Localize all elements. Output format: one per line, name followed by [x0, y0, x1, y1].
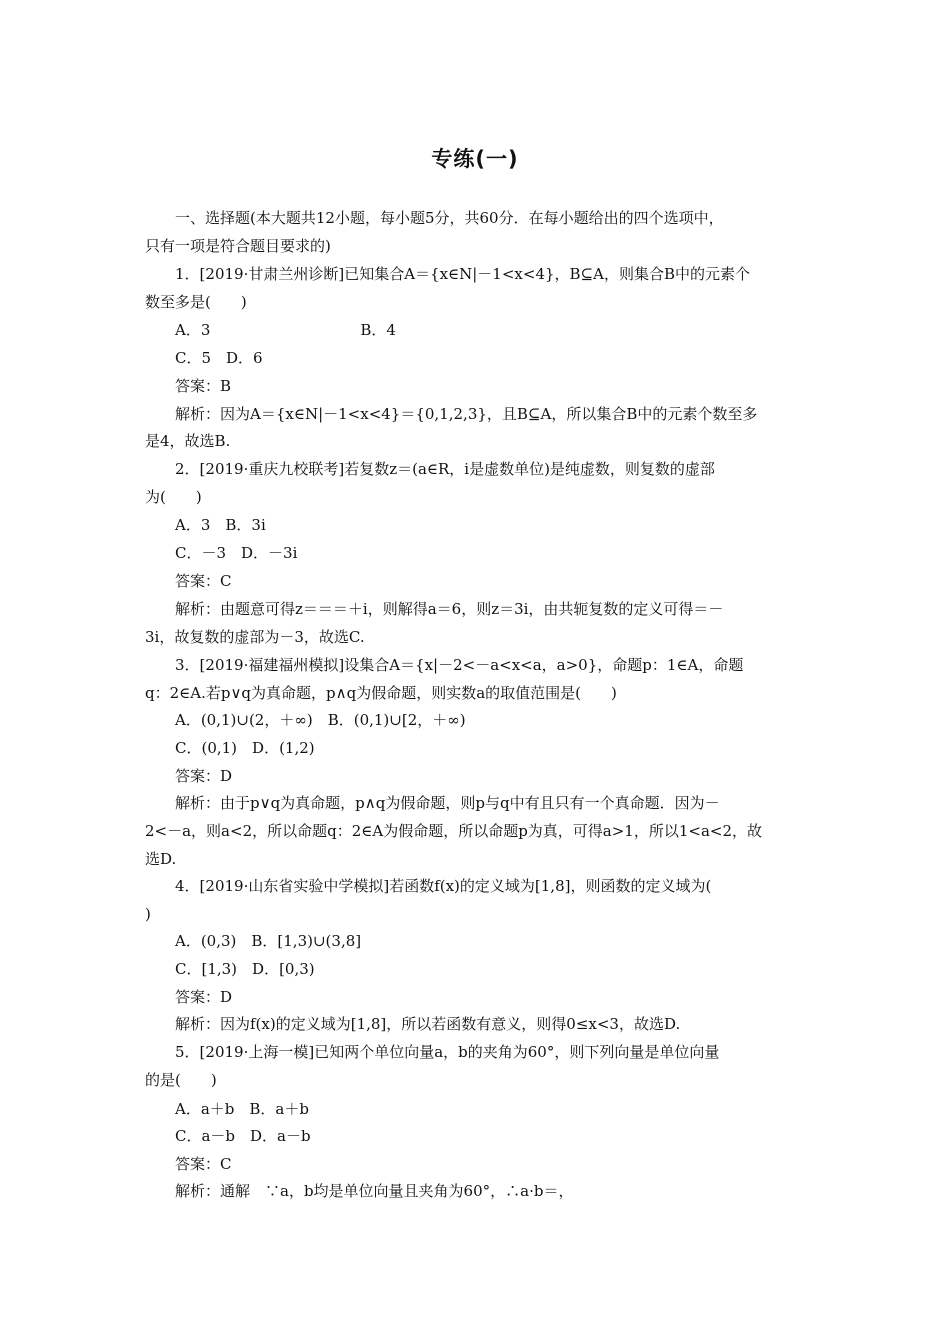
text-line: 3i，故复数的虚部为－3，故选C. [145, 628, 365, 646]
text-line: C．－3 D．－3i [175, 544, 298, 562]
text-line: 4．[2019·山东省实验中学模拟]若函数f(x)的定义域为[1,8]，则函数的定义域为( [175, 877, 712, 895]
text-line: A．(0,1)∪(2，＋∞) B．(0,1)∪[2，＋∞) [175, 711, 466, 729]
text-line: 只有一项是符合题目要求的) [145, 237, 331, 255]
text-line: 一、选择题(本大题共12小题，每小题5分，共60分．在每小题给出的四个选项中， [175, 209, 724, 227]
text-line: 解析：因为f(x)的定义域为[1,8]，所以若函数有意义，则得0≤x<3，故选D. [175, 1015, 681, 1033]
text-line: C．[1,3) D．[0,3) [175, 960, 315, 978]
text-line: C．a－b D．a－b [175, 1127, 311, 1145]
text-line: 解析：因为A＝{x∈N|－1<x<4}＝{0,1,2,3}，且B⊆A，所以集合B中的元素个数至多 [175, 405, 758, 423]
text-line: 的是( ) [145, 1071, 217, 1089]
text-line: 解析：由于p∨q为真命题，p∧q为假命题，则p与q中有且只有一个真命题．因为－ [175, 794, 720, 812]
text-line: 答案：D [175, 767, 233, 785]
text-line: 答案：B [175, 377, 232, 395]
text-line: 5．[2019·上海一模]已知两个单位向量a，b的夹角为60°，则下列向量是单位向量 [175, 1043, 720, 1061]
text-line: 1．[2019·甘肃兰州诊断]已知集合A＝{x∈N|－1<x<4}，B⊆A，则集合B中的元素个 [175, 265, 750, 283]
text-line: A．3 B．4 [175, 321, 396, 339]
text-line: 3．[2019·福建福州模拟]设集合A＝{x|－2<－a<x<a，a>0}，命题p：1∈A，命题 [175, 656, 744, 674]
text-line: C．(0,1) D．(1,2) [175, 739, 315, 757]
text-line: q：2∈A.若p∨q为真命题，p∧q为假命题，则实数a的取值范围是( ) [145, 684, 617, 702]
text-line: 是4，故选B. [145, 432, 231, 450]
page-title: 专练(一) [431, 147, 519, 171]
text-line: 为( ) [145, 488, 202, 506]
text-line: 2．[2019·重庆九校联考]若复数z＝(a∈R，i是虚数单位)是纯虚数，则复数的虚部 [175, 460, 715, 478]
text-line: C．5 D．6 [175, 349, 263, 367]
text-line: A．a＋b B．a＋b [175, 1100, 309, 1118]
text-line: ) [145, 905, 151, 923]
text-line: 2<－a，则a<2，所以命题q：2∈A为假命题，所以命题p为真，可得a>1，所以1<a<2，故 [145, 822, 763, 840]
text-line: A．(0,3) B．[1,3)∪(3,8] [175, 932, 362, 950]
text-line: 答案：C [175, 572, 232, 590]
text-line: 答案：D [175, 988, 233, 1006]
text-line: 答案：C [175, 1155, 232, 1173]
text-line: A．3 B．3i [175, 516, 266, 534]
text-line: 解析：通解 ∵a，b均是单位向量且夹角为60°，∴a·b＝， [175, 1182, 574, 1200]
text-line: 解析：由题意可得z＝＝＝＋i，则解得a＝6，则z＝3i，由共轭复数的定义可得＝－ [175, 600, 724, 618]
text-line: 选D. [145, 850, 177, 868]
text-line: 数至多是( ) [145, 293, 247, 311]
